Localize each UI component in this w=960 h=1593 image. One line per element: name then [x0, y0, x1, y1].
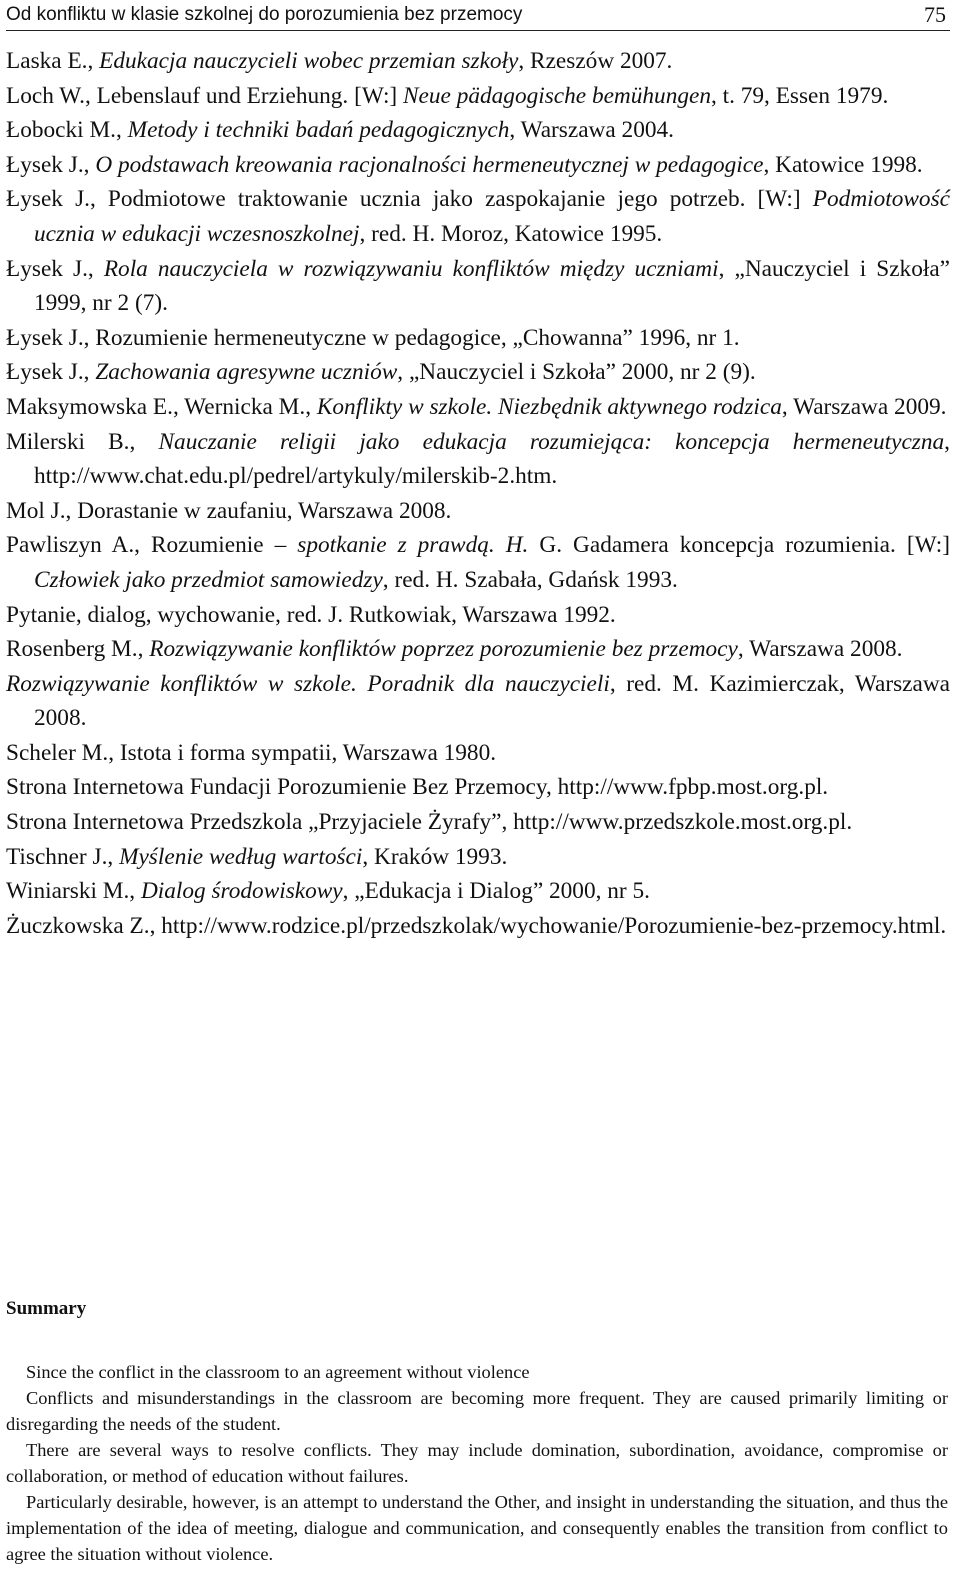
- summary-paragraph: Particularly desirable, however, is an attempt to understand the Other, and insight in understanding the situation, and thus the implementation of the idea of meeting, dialogue and communication, and consequently enables the transition from conflict to agree the situation without violence.: [6, 1492, 948, 1564]
- bibliography-entry: Łysek J., Rola nauczyciela w rozwiązywaniu konfliktów między uczniami, „Nauczyciel i Szkoła” 1999, nr 2 (7).: [6, 255, 950, 317]
- bibliography-entry: Strona Internetowa Przedszkola „Przyjaciele Żyrafy”, http://www.przedszkole.most.org.pl.: [6, 809, 853, 836]
- bibliography-entry: Łysek J., Rozumienie hermeneutyczne w pedagogice, „Chowanna” 1996, nr 1.: [6, 324, 740, 351]
- bibliography-entry: Pawliszyn A., Rozumienie – spotkanie z prawdą. H. G. Gadamera koncepcja rozumienia. [W:] Człowiek jako przedmiot samowiedzy, red. H. Szabała, Gdańsk 1993.: [6, 532, 950, 593]
- bibliography-entry: Łobocki M., Metody i techniki badań pedagogicznych, Warszawa 2004.: [6, 117, 674, 144]
- bibliography-entry: Strona Internetowa Fundacji Porozumienie Bez Przemocy, http://www.fpbp.most.org.pl.: [6, 774, 829, 801]
- bibliography-entry: Łysek J., Zachowania agresywne uczniów, „Nauczyciel i Szkoła” 2000, nr 2 (9).: [6, 359, 756, 386]
- header-title: Od konfliktu w klasie szkolnej do porozumienia bez przemocy: [6, 4, 523, 25]
- bibliography-entry: Rosenberg M., Rozwiązywanie konfliktów poprzez porozumienie bez przemocy, Warszawa 2008.: [6, 636, 903, 663]
- bibliography-entry: Rozwiązywanie konfliktów w szkole. Poradnik dla nauczycieli, red. M. Kazimierczak, Warszawa 2008.: [6, 670, 950, 732]
- bibliography-entry: Tischner J., Myślenie według wartości, Kraków 1993.: [6, 843, 508, 870]
- bibliography-entry: Scheler M., Istota i forma sympatii, Warszawa 1980.: [6, 739, 497, 766]
- bibliography-entry: Loch W., Lebenslauf und Erziehung. [W:] Neue pädagogische bemühungen, t. 79, Essen 1979.: [6, 82, 889, 109]
- page-number: 75: [924, 2, 946, 27]
- bibliography-entry: Milerski B., Nauczanie religii jako edukacja rozumiejąca: koncepcja hermeneutyczna, http://www.chat.edu.pl/pedrel/artykuly/milerskib-2.htm.: [6, 428, 950, 490]
- bibliography-entry: Łysek J., Podmiotowe traktowanie ucznia jako zaspokajanie jego potrzeb. [W:] Podmiotowość ucznia w edukacji wczesnoszkolnej, red. H. Moroz, Katowice 1995.: [6, 186, 950, 247]
- summary-paragraph: Conflicts and misunderstandings in the classroom are becoming more frequent. They are caused primarily limiting or disregarding the needs of the student.: [6, 1388, 948, 1434]
- bibliography-entry: Żuczkowska Z., http://www.rodzice.pl/przedszkolak/wychowanie/Porozumienie-bez-przemocy.html.: [6, 912, 947, 939]
- bibliography-entry: Laska E., Edukacja nauczycieli wobec przemian szkoły, Rzeszów 2007.: [6, 48, 673, 74]
- bibliography-entry: Pytanie, dialog, wychowanie, red. J. Rutkowiak, Warszawa 1992.: [6, 601, 616, 628]
- summary-body: [6, 1359, 948, 1567]
- summary-paragraph: Since the conflict in the classroom to an agreement without violence: [26, 1362, 530, 1382]
- running-header: [6, 2, 950, 31]
- bibliography-list: [6, 44, 950, 943]
- summary-heading: Summary: [6, 1298, 87, 1319]
- bibliography-entry: Maksymowska E., Wernicka M., Konflikty w szkole. Niezbędnik aktywnego rodzica, Warszawa 2009.: [6, 393, 947, 420]
- bibliography-entry: Winiarski M., Dialog środowiskowy, „Edukacja i Dialog” 2000, nr 5.: [6, 878, 650, 905]
- bibliography-entry: Łysek J., O podstawach kreowania racjonalności hermeneutycznej w pedagogice, Katowice 1998.: [6, 151, 923, 178]
- bibliography-entry: Mol J., Dorastanie w zaufaniu, Warszawa 2008.: [6, 497, 452, 524]
- summary-paragraph: There are several ways to resolve conflicts. They may include domination, subordination, avoidance, compromise or collaboration, or method of education without failures.: [6, 1440, 948, 1486]
